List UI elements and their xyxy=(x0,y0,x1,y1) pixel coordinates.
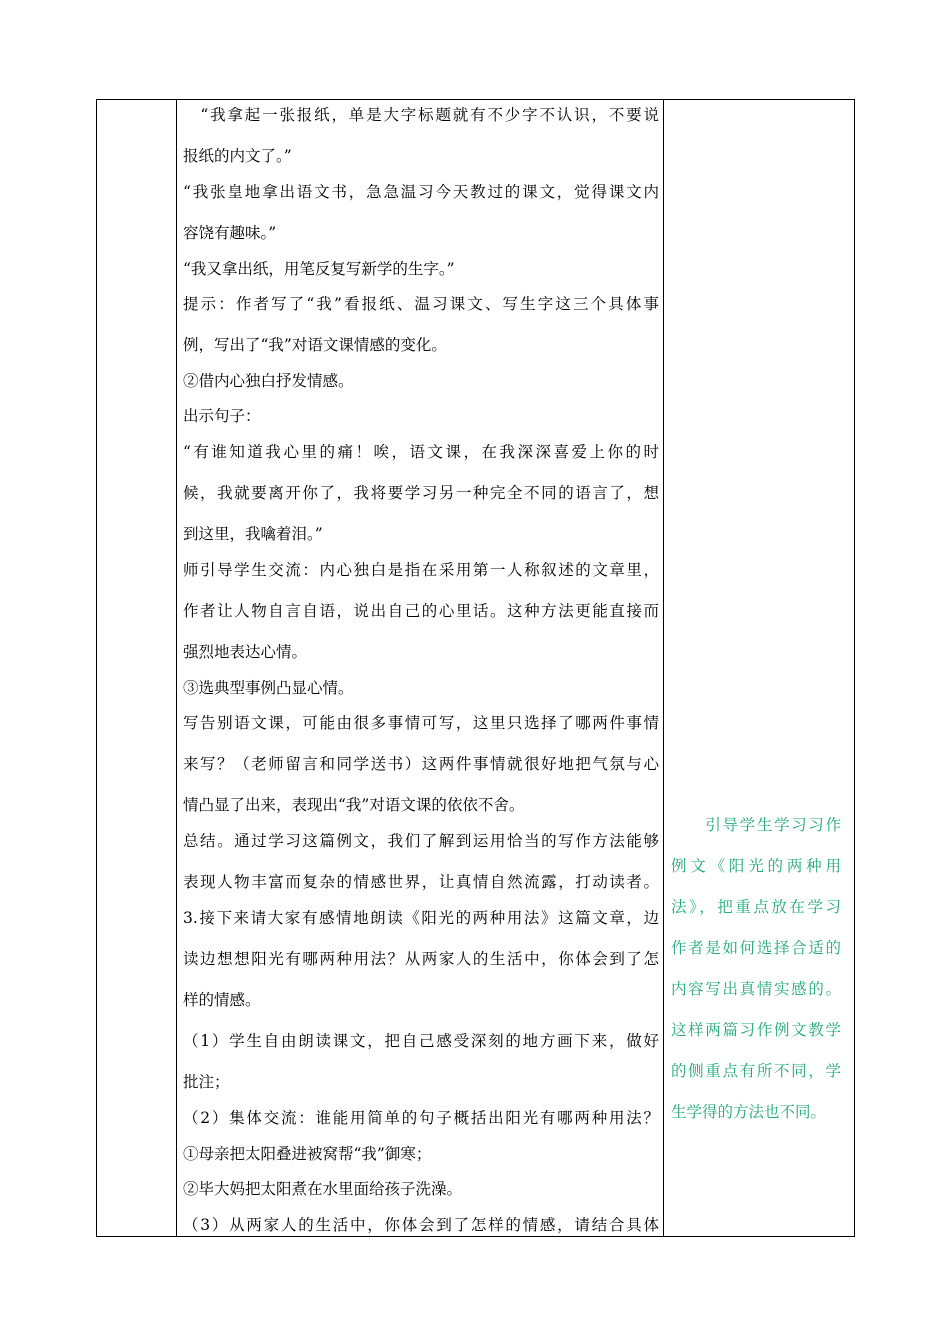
text-line: “我又拿出纸，用笔反复写新学的生字。” xyxy=(183,260,455,278)
text-line: （1）学生自由朗读课文，把自己感受深刻的地方画下来，做好 xyxy=(183,1032,659,1050)
text-line: 作者让人物自言自语，说出自己的心里话。这种方法更能直接而 xyxy=(183,602,659,620)
text-line: （3）从两家人的生活中，你体会到了怎样的情感，请结合具体 xyxy=(183,1216,659,1234)
text-line: 师引导学生交流：内心独白是指在采用第一人称叙述的文章里， xyxy=(183,561,659,579)
text-line: ②借内心独白抒发情感。 xyxy=(183,372,354,390)
text-line: 例，写出了“我”对语文课情感的变化。 xyxy=(183,336,447,354)
text-line: “我拿起一张报纸，单是大字标题就有不少字不认识，不要说 xyxy=(183,106,659,124)
text-line: 提示：作者写了“我”看报纸、温习课文、写生字这三个具体事 xyxy=(183,295,659,313)
text-line: ②毕大妈把太阳煮在水里面给孩子洗澡。 xyxy=(183,1180,463,1198)
text-line: 候，我就要离开你了，我将要学习另一种完全不同的语言了，想 xyxy=(183,484,659,502)
note-line: 法》，把重点放在学习 xyxy=(671,898,841,916)
text-line: 批注； xyxy=(183,1073,230,1091)
note-line: 生学得的方法也不同。 xyxy=(671,1103,827,1121)
text-line: 表现人物丰富而复杂的情感世界，让真情自然流露，打动读者。 xyxy=(183,873,659,891)
note-line: 例文《阳光的两种用 xyxy=(671,857,841,875)
text-line: “有谁知道我心里的痛！唉，语文课，在我深深喜爱上你的时 xyxy=(183,443,659,461)
note-line: 这样两篇习作例文教学 xyxy=(671,1021,841,1039)
lesson-table xyxy=(96,99,855,1237)
column-divider-left xyxy=(176,100,177,1236)
text-line: 到这里，我噙着泪。” xyxy=(183,525,323,543)
text-line: “我张皇地拿出语文书，急急温习今天教过的课文，觉得课文内 xyxy=(183,183,659,201)
text-line: 强烈地表达心情。 xyxy=(183,643,308,661)
note-line: 引导学生学习习作 xyxy=(671,816,841,834)
text-line: 情凸显了出来，表现出“我”对语文课的依依不舍。 xyxy=(183,796,525,814)
note-line: 的侧重点有所不同，学 xyxy=(671,1062,841,1080)
text-line: 样的情感。 xyxy=(183,991,261,1009)
text-line: 容饶有趣味。” xyxy=(183,224,277,242)
text-line: 读边想想阳光有哪两种用法？从两家人的生活中，你体会到了怎 xyxy=(183,950,659,968)
note-line: 作者是如何选择合适的 xyxy=(671,939,841,957)
text-line: 报纸的内文了。” xyxy=(183,147,292,165)
text-line: 3.接下来请大家有感情地朗读《阳光的两种用法》这篇文章，边 xyxy=(183,909,659,927)
note-line: 内容写出真情实感的。 xyxy=(671,980,841,998)
text-line: ③选典型事例凸显心情。 xyxy=(183,679,354,697)
text-line: 总结。通过学习这篇例文，我们了解到运用恰当的写作方法能够 xyxy=(183,832,659,850)
text-line: （2）集体交流：谁能用简单的句子概括出阳光有哪两种用法？ xyxy=(183,1109,659,1127)
text-line: 来写？（老师留言和同学送书）这两件事情就很好地把气氛与心 xyxy=(183,755,659,773)
column-divider-right xyxy=(663,100,664,1236)
text-line: ①母亲把太阳叠进被窝帮“我”御寒； xyxy=(183,1145,432,1163)
text-line: 写告别语文课，可能由很多事情可写，这里只选择了哪两件事情 xyxy=(183,714,659,732)
text-line: 出示句子： xyxy=(183,407,261,425)
